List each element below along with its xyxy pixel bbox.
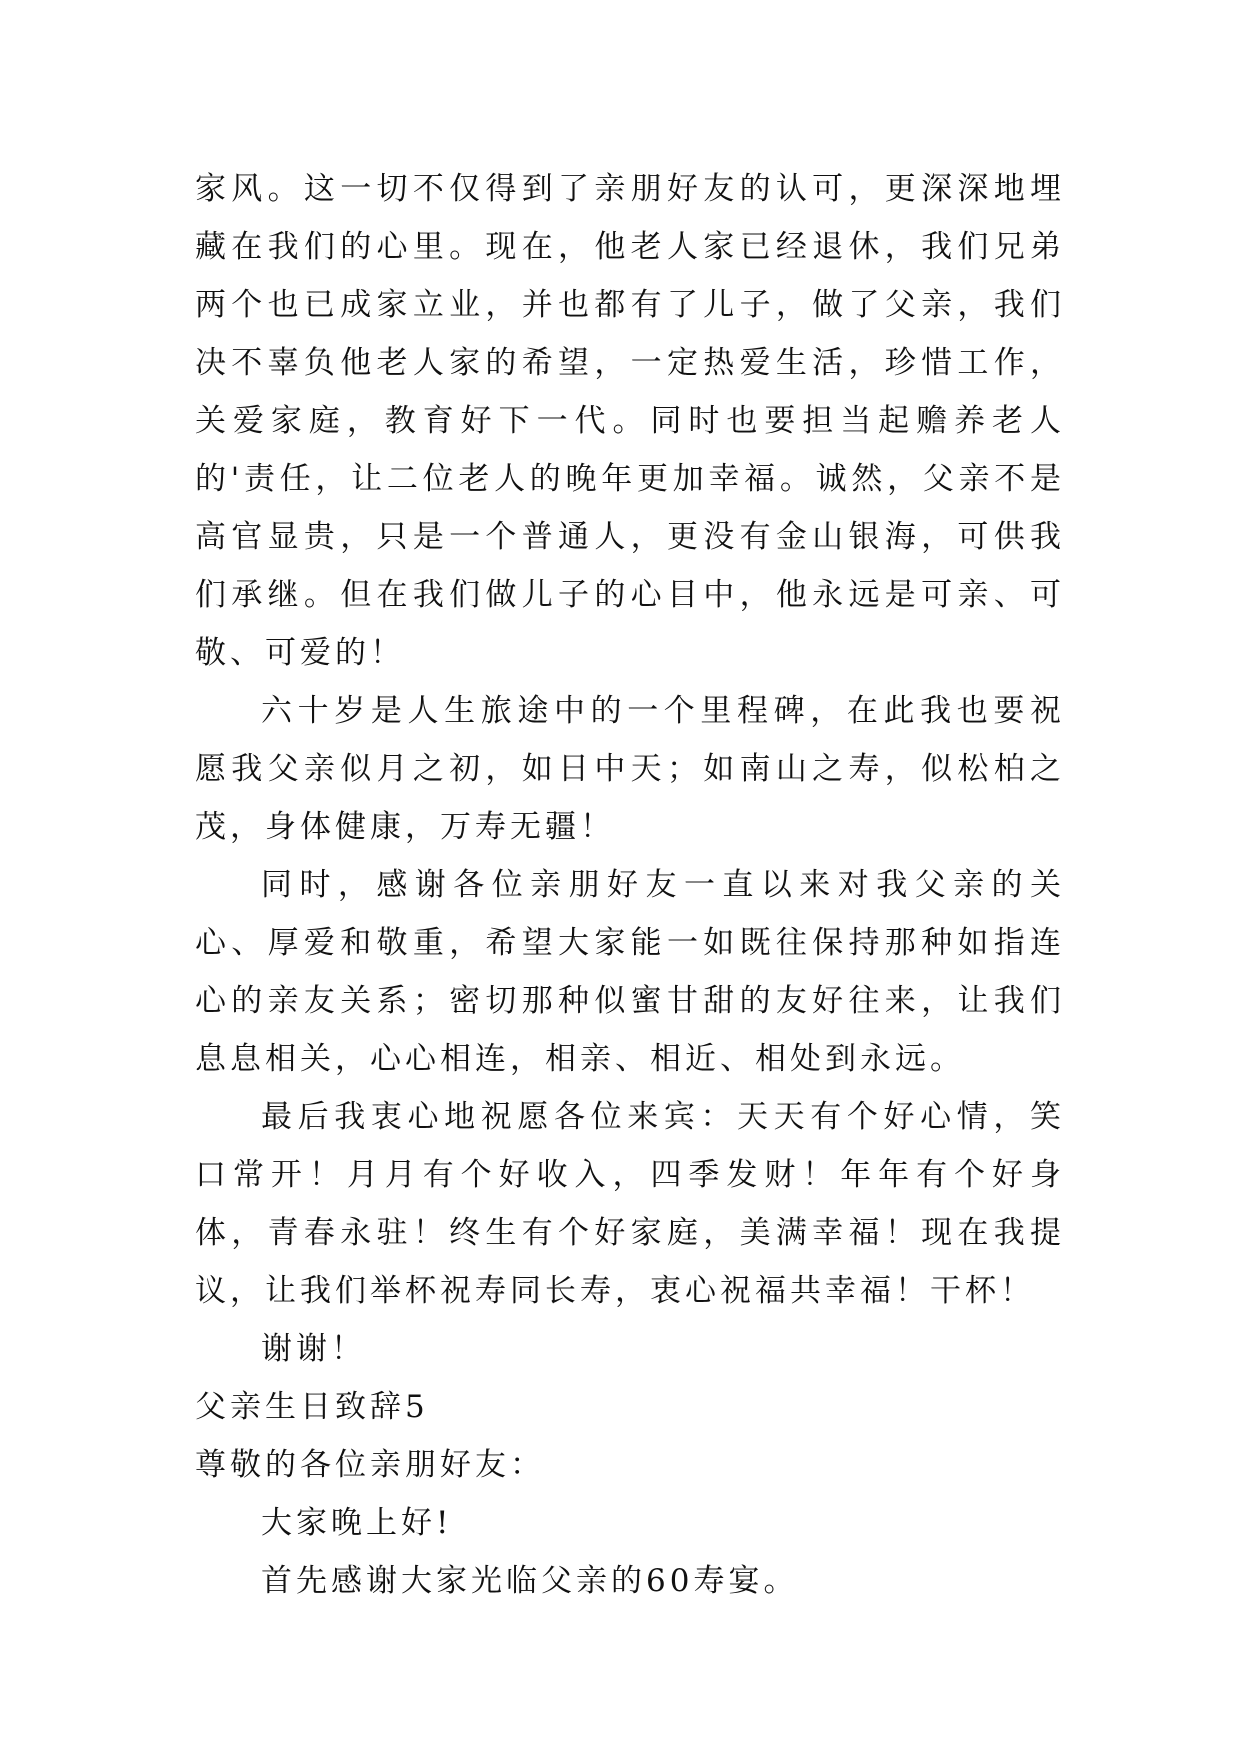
section-title: 父亲生日致辞5 — [195, 1389, 429, 1425]
paragraph-milestone-wish: 六十岁是人生旅途中的一个里程碑，在此我也要祝愿我父亲似月之初，如日中天；如南山之寿，似松柏之茂，身体健康，万寿无疆！ — [195, 693, 1065, 845]
paragraph-continuation: 家风。这一切不仅得到了亲朋好友的认可，更深深地埋藏在我们的心里。现在，他老人家已经退休，我们兄弟两个也已成家立业，并也都有了儿子，做了父亲，我们决不辜负他老人家的希望，一定热爱生活，珍惜工作，关爱家庭，教育好下一代。同时也要担当起赡养老人的'责任，让二位老人的晚年更加幸福。诚然，父亲不是高官显贵，只是一个普通人，更没有金山银海，可供我们承继。但在我们做儿子的心目中，他永远是可亲、可敬、可爱的！ — [195, 171, 1065, 671]
document-body — [195, 160, 1065, 1610]
paragraph-thank-you: 谢谢！ — [261, 1331, 366, 1367]
opening-sentence: 首先感谢大家光临父亲的60寿宴。 — [261, 1563, 799, 1599]
greeting: 大家晚上好! — [261, 1505, 453, 1541]
paragraph-toast: 最后我衷心地祝愿各位来宾：天天有个好心情，笑口常开！月月有个好收入，四季发财！年年有个好身体，青春永驻！终生有个好家庭，美满幸福！现在我提议，让我们举杯祝寿同长寿，衷心祝福共幸福！干杯！ — [195, 1099, 1065, 1309]
salutation: 尊敬的各位亲朋好友： — [195, 1447, 545, 1483]
paragraph-thanks-guests: 同时，感谢各位亲朋好友一直以来对我父亲的关心、厚爱和敬重，希望大家能一如既往保持那种如指连心的亲友关系；密切那种似蜜甘甜的友好往来，让我们息息相关，心心相连，相亲、相近、相处到永远。 — [195, 867, 1065, 1077]
